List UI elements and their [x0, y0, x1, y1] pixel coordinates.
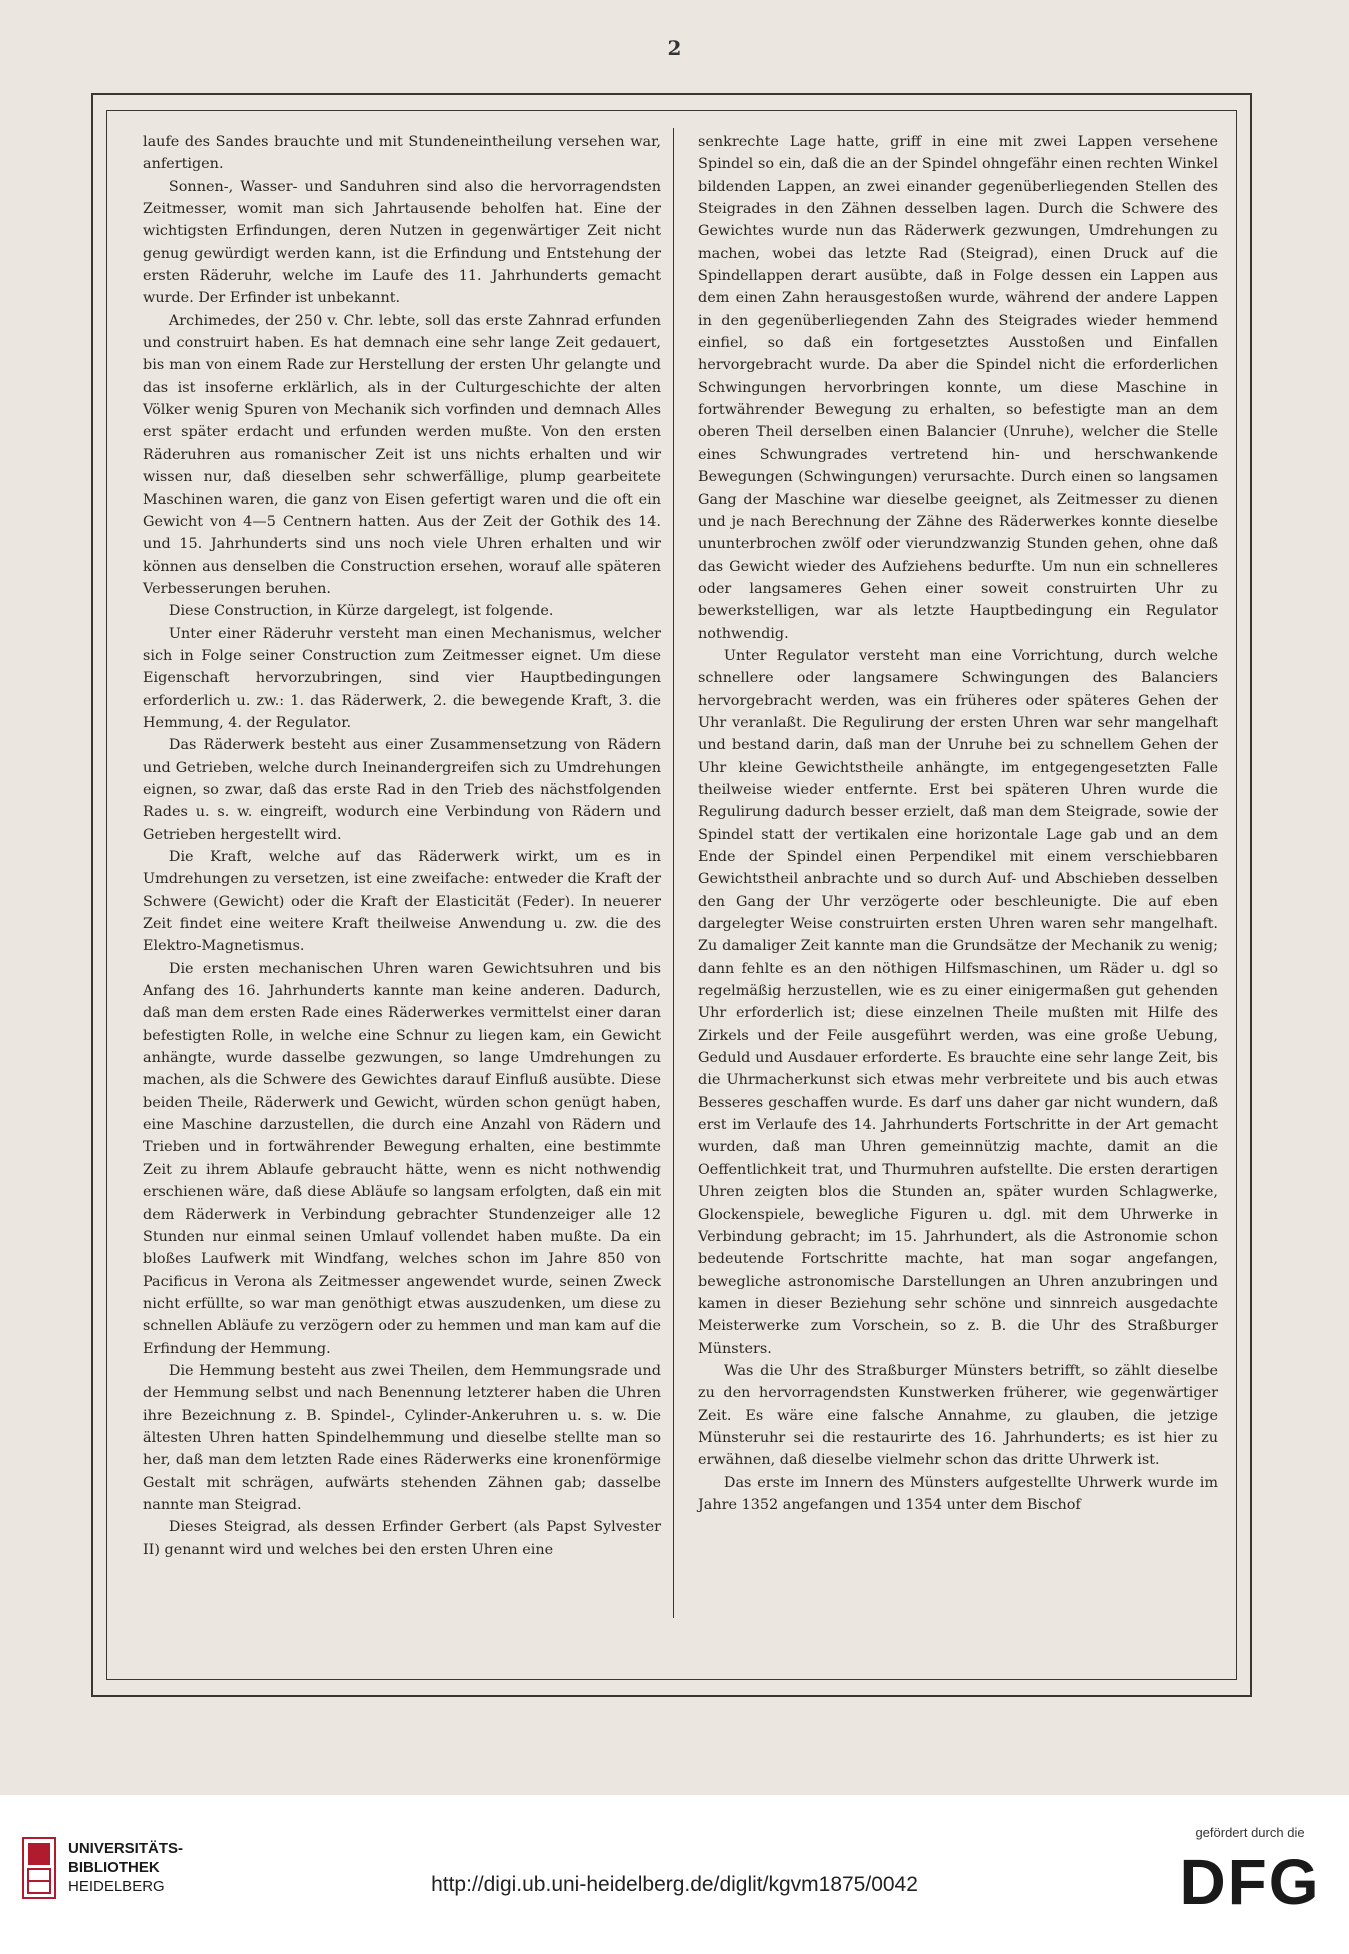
paragraph: Was die Uhr des Straßburger Münsters betrifft, so zählt dieselbe zu den hervorragendsten Kunstwerken früherer, wie gegenwärtiger Zeit. Es wäre eine falsche Annahme, zu glauben, die jetzige Münsteruhr sei die restaurirte des 16. Jahrhunderts; es ist hier zu erwähnen, daß dieselbe vielmehr schon das dritte Uhrwerk ist. — [698, 1362, 1218, 1469]
paragraph: Das Räderwerk besteht aus einer Zusammensetzung von Rädern und Getrieben, welche durch Ineinandergreifen sich zu Umdrehungen eignen, so zwar, daß das erste Rad in den Trieb des nächstfolgenden Rades u. s. w. eingreift, wodurch eine Verbindung von Rädern und Getrieben hergestellt wird. — [143, 737, 661, 843]
paragraph: Archimedes, der 250 v. Chr. lebte, soll das erste Zahnrad erfunden und construirt haben. Es hat demnach eine sehr lange Zeit gedauert, bis man von einem Rade zur Herstellung der ersten Uhr gelangte und das ist insoferne erklärlich, als in der Culturgeschichte der alten Völker wenig Spuren von Mechanik sich vorfinden und demnach Alles erst später erdacht und erfunden werden mußte. Von den ersten Räderuhren aus romanischer Zeit ist uns nichts erhalten und wir wissen nur, daß dieselben sehr schwerfällige, plump gearbeitete Maschinen waren, die ganz von Eisen gefertigt waren und die oft ein Gewicht von 4—5 Centnern hatten. Aus der Zeit der Gothik des 14. und 15. Jahrhunderts sind uns noch viele Uhren erhalten und wir können aus denselben die Construction ersehen, worauf alle späteren Verbesserungen beruhen. — [143, 312, 661, 597]
institution-line: UNIVERSITÄTS- — [68, 1840, 184, 1857]
institution-line: BIBLIOTHEK — [68, 1859, 160, 1876]
viewer-footer — [0, 1795, 1349, 1954]
paragraph: Das erste im Innern des Münsters aufgestellte Uhrwerk wurde im Jahre 1352 angefangen und 1354 unter dem Bischof — [698, 1474, 1218, 1513]
permalink-url[interactable]: http://digi.ub.uni-heidelberg.de/diglit/kgvm1875/0042 — [431, 1873, 918, 1896]
paragraph: Die Kraft, welche auf das Räderwerk wirkt, um es in Umdrehungen zu versetzen, ist eine zweifache: entweder die Kraft der Schwere (Gewicht) oder die Kraft der Elasticität (Feder). In neuerer Zeit findet eine weitere Kraft theilweise Anwendung u. zw. die des Elektro-Magnetismus. — [143, 849, 661, 955]
page-number: 2 — [667, 36, 682, 60]
paragraph: Diese Construction, in Kürze dargelegt, ist folgende. — [168, 603, 554, 620]
paragraph: laufe des Sandes brauchte und mit Stundeneintheilung versehen war, anfertigen. — [143, 134, 661, 173]
paragraph: Die ersten mechanischen Uhren waren Gewichtsuhren und bis Anfang des 16. Jahrhunderts kannte man keine anderen. Dadurch, daß man dem ersten Rade eines Räderwerkes vermittelst einer daran befestigten Rolle, in welche eine Schnur zu liegen kam, ein Gewicht anhängte, wurde dasselbe gezwungen, so lange Umdrehungen zu machen, als die Schwere des Gewichtes darauf Einfluß ausübte. Diese beiden Theile, Räderwerk und Gewicht, würden schon genügt haben, eine Maschine darzustellen, die durch eine Anzahl von Rädern und Trieben und in fortwährender Bewegung erhalten, eine bestimmte Zeit zu ihrem Ablaufe gebraucht hätte, wenn es nicht nothwendig erschienen wäre, daß diese Abläufe so langsam erfolgten, daß ein mit dem Räderwerk in Verbindung gebrachter Stundenzeiger alle 12 Stunden nur einmal seinen Umlauf vollendet haben mußte. Da ein bloßes Laufwerk mit Windfang, welches schon im Jahre 850 von Pacificus in Verona als Zeitmesser angewendet wurde, seinen Zweck nicht erfüllte, so war man genöthigt etwas auszudenken, um diese zu schnellen Abläufe zu verzögern oder zu hemmen und man kam auf die Erfindung der Hemmung. — [143, 960, 661, 1357]
paragraph: Unter einer Räderuhr versteht man einen Mechanismus, welcher sich in Folge seiner Construction zum Zeitmesser eignet. Um diese Eigenschaft hervorzubringen, sind vier Hauptbedingungen erforderlich u. zw.: 1. das Räderwerk, 2. die bewegende Kraft, 3. die Hemmung, 4. der Regulator. — [143, 625, 661, 731]
paragraph: Unter Regulator versteht man eine Vorrichtung, durch welche schnellere oder langsamere Schwingungen des Balanciers hervorgebracht werden, was ein früheres oder späteres Gehen der Uhr veranlaßt. Die Regulirung der ersten Uhren war sehr mangelhaft und bestand darin, daß man der Unruhe bei zu schnellem Gehen der Uhr kleine Gewichtstheile anhängte, im entgegengesetzten Falle theilweise wieder entfernte. Erst bei späteren Uhren wurde die Regulirung dadurch besser erzielt, daß man dem Steigrade, sowie der Spindel statt der vertikalen eine horizontale Lage gab und an dem Ende der Spindel einen Perpendikel mit einem verschiebbaren Gewichtstheil anbrachte und so durch Auf- und Abschieben desselben den Gang der Uhr verzögerte oder beschleunigte. Die auf eben dargelegter Weise construirten ersten Uhren waren sehr mangelhaft. Zu damaliger Zeit kannte man die Grundsätze der Mechanik zu wenig; dann fehlte es an den nöthigen Hilfsmaschinen, um Räder u. dgl so regelmäßig herzustellen, wie es zu einer einigermaßen gut gehenden Uhr erforderlich ist; diese einzelnen Theile mußten mit Hilfe des Zirkels und der Feile ausgeführt werden, was eine große Uebung, Geduld und Ausdauer erforderte. Es brauchte eine sehr lange Zeit, bis die Uhrmacherkunst sich etwas mehr verbreitete und bis auch etwas Besseres geschaffen wurde. Es darf uns daher gar nicht wundern, daß erst im Verlaufe des 14. Jahrhunderts Fortschritte in der Art gemacht wurden, daß man Uhren gemeinnützig machte, damit an die Oeffentlichkeit trat, und Thurmuhren aufstellte. Die ersten derartigen Uhren zeigten blos die Stunden an, später wurden Schlagwerke, Glockenspiele, bewegliche Figuren u. dgl. mit dem Uhrwerke in Verbindung gebracht; im 15. Jahrhundert, als die Astronomie schon bedeutende Fortschritte machte, hat man sogar angefangen, bewegliche astronomische Darstellungen an Uhren anzubringen und kamen in dieser Beziehung sehr schöne und sinnreich ausgedachte Meisterwerke zum Vorschein, so z. B. die Uhr des Straßburger Münsters. — [698, 647, 1218, 1357]
left-text-column — [143, 131, 661, 1561]
funder-block[interactable] — [1175, 1825, 1325, 1918]
dfg-logo: DFG — [1179, 1846, 1321, 1918]
right-text-column — [698, 131, 1218, 1516]
paragraph: Dieses Steigrad, als dessen Erfinder Gerbert (als Papst Sylvester II) genannt wird und welches bei den ersten Uhren eine — [143, 1519, 661, 1558]
institution-line: HEIDELBERG — [68, 1878, 165, 1895]
paragraph: Sonnen-, Wasser- und Sanduhren sind also die hervorragendsten Zeitmesser, womit man sich Jahrtausende beholfen hat. Eine der wichtigsten Erfindungen, deren Nutzen in gegenwärtiger Zeit nicht genug gewürdigt werden kann, ist die Erfindung und Entstehung der ersten Räderuhr, welche im Laufe des 11. Jahrhunderts gemacht wurde. Der Erfinder ist unbekannt. — [143, 178, 661, 307]
paragraph: Die Hemmung besteht aus zwei Theilen, dem Hemmungsrade und der Hemmung selbst und nach Benennung letzterer haben die Uhren ihre Bezeichnung z. B. Spindel-, Cylinder-Ankeruhren u. s. w. Die ältesten Uhren hatten Spindelhemmung und dieselbe stellte man so her, daß man dem letzten Rade eines Räderwerks eine kronenförmige Gestalt mit schrägen, aufwärts stehenden Zähnen gab; dasselbe nannte man Steigrad. — [143, 1362, 661, 1513]
paragraph: senkrechte Lage hatte, griff in eine mit zwei Lappen versehene Spindel so ein, daß die an der Spindel ohngefähr einen rechten Winkel bildenden Lappen, an zwei einander gegenüberliegenden Stellen des Steigrades in den Zähnen desselben lagen. Durch die Schwere des Gewichtes wurde nun das Räderwerk gezwungen, Umdrehungen zu machen, wobei das letzte Rad (Steigrad), einen Druck auf die Spindellappen derart ausübte, daß in Folge dessen ein Lappen aus dem einen Zahn herausgestoßen wurde, während der andere Lappen in den gegenüberliegenden Zahn des Steigrades wieder hemmend einfiel, so daß ein fortgesetztes Ausstoßen und Einfallen hervorgebracht wurde. Da aber die Spindel nicht die erforderlichen Schwingungen hervorbringen konnte, um diese Maschine in fortwährender Bewegung zu erhalten, so befestigte man an dem oberen Theil derselben einen Balancier (Unruhe), welcher die Stelle eines Schwungrades vertretend hin- und herschwankende Bewegungen (Schwingungen) verursachte. Durch einen so langsamen Gang der Maschine war dieselbe geeignet, als Zeitmesser zu dienen und je nach Berechnung der Zähne des Räderwerkes konnte dieselbe ununterbrochen zwölf oder vierundzwanzig Stunden gehen, ohne daß das Gewicht wieder des Aufziehens bedurfte. Um nun ein schnelleres oder langsameres Gehen einer soweit construirten Uhr zu bewerkstelligen, war als letzte Hauptbedingung ein Regulator nothwendig. — [698, 134, 1218, 642]
funding-text: gefördert durch die — [1195, 1825, 1305, 1840]
column-divider — [673, 128, 674, 1618]
